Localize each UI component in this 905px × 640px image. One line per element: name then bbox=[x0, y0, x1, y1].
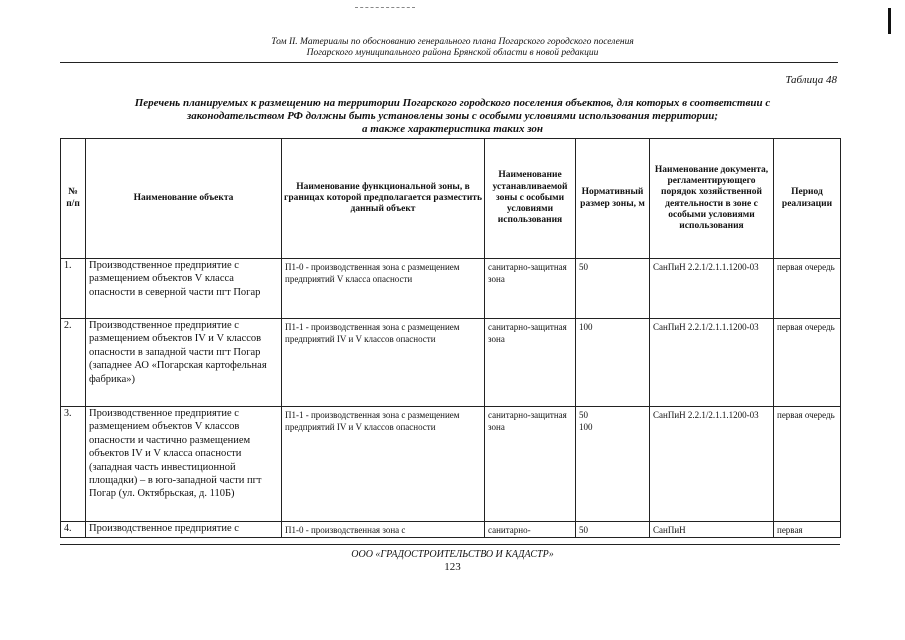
cell-special-zone: санитарно-защитная зона bbox=[485, 319, 576, 407]
cell-period: первая bbox=[774, 522, 841, 538]
col-header-zone-size: Нормативный размер зоны, м bbox=[576, 139, 650, 259]
col-header-document: Наименование документа, регламентирующего порядок хозяйственной деятельности в зоне с особыми условиями использования bbox=[650, 139, 774, 259]
table-row bbox=[61, 319, 841, 407]
cell-num: 4. bbox=[61, 522, 86, 538]
table-row bbox=[61, 522, 841, 538]
running-header-line-1: Том II. Материалы по обоснованию генерального плана Погарского городского поселения bbox=[271, 37, 634, 47]
cell-num: 1. bbox=[61, 259, 86, 319]
cell-functional-zone: П1-0 - производственная зона с размещением предприятий V класса опасности bbox=[282, 259, 485, 319]
cell-object: Производственное предприятие с bbox=[86, 522, 282, 538]
cell-object: Производственное предприятие с размещением объектов V класса опасности в северной части пгт Погар bbox=[86, 259, 282, 319]
cell-functional-zone: П1-0 - производственная зона с bbox=[282, 522, 485, 538]
col-header-period: Период реализации bbox=[774, 139, 841, 259]
cell-document: СанПиН 2.2.1/2.1.1.1200-03 bbox=[650, 319, 774, 407]
col-header-special-zone: Наименование устанавливаемой зоны с особыми условиями использования bbox=[485, 139, 576, 259]
cell-document: СанПиН 2.2.1/2.1.1.1200-03 bbox=[650, 407, 774, 522]
cell-functional-zone: П1-1 - производственная зона с размещением предприятий IV и V классов опасности bbox=[282, 319, 485, 407]
cell-special-zone: санитарно- bbox=[485, 522, 576, 538]
cell-zone-size: 50 bbox=[576, 259, 650, 319]
cell-special-zone: санитарно-защитная зона bbox=[485, 407, 576, 522]
table-row bbox=[61, 407, 841, 522]
col-header-functional-zone: Наименование функциональной зоны, в границах которой предполагается разместить данный объект bbox=[282, 139, 485, 259]
cell-num: 3. bbox=[61, 407, 86, 522]
col-header-object: Наименование объекта bbox=[86, 139, 282, 259]
table-title-line-1: Перечень планируемых к размещению на территории Погарского городского поселения объектов, для которых в соответствии с bbox=[134, 97, 771, 109]
cell-zone-size: 50 100 bbox=[576, 407, 650, 522]
cell-document: СанПиН bbox=[650, 522, 774, 538]
cell-zone-size: 50 bbox=[576, 522, 650, 538]
table-title-line-2: законодательством РФ должны быть установлены зоны с особыми условиями использования территории; bbox=[186, 110, 719, 122]
cell-object: Производственное предприятие с размещением объектов IV и V классов опасности в западной части пгт Погар (западнее АО «Погарская картофельная фабрика») bbox=[86, 319, 282, 407]
page-number: 123 bbox=[444, 561, 461, 573]
cell-document: СанПиН 2.2.1/2.1.1.1200-03 bbox=[650, 259, 774, 319]
running-header-line-2: Погарского муниципального района Брянской области в новой редакции bbox=[306, 48, 599, 58]
table-row bbox=[61, 259, 841, 319]
cell-num: 2. bbox=[61, 319, 86, 407]
cell-period: первая очередь bbox=[774, 259, 841, 319]
margin-mark bbox=[888, 8, 891, 34]
table-title-line-3: а также характеристика таких зон bbox=[362, 123, 543, 135]
cell-object: Производственное предприятие с размещением объектов V классов опасности и частично размещением объектов IV и V класса опасности (западная часть инвестиционной площадки) – в юго-западной части пгт Погар (ул. Октябрьская, д. 110Б) bbox=[86, 407, 282, 522]
cell-period: первая очередь bbox=[774, 407, 841, 522]
table-header-row bbox=[61, 139, 841, 259]
cell-special-zone: санитарно-защитная зона bbox=[485, 259, 576, 319]
cell-zone-size: 100 bbox=[576, 319, 650, 407]
footer-organization: ООО «ГРАДОСТРОИТЕЛЬСТВО И КАДАСТР» bbox=[351, 549, 554, 560]
footer-rule bbox=[60, 544, 840, 545]
zones-table bbox=[60, 138, 841, 538]
table-number: Таблица 48 bbox=[785, 74, 837, 86]
cell-period: первая очередь bbox=[774, 319, 841, 407]
top-scan-mark bbox=[355, 7, 415, 9]
header-rule bbox=[60, 62, 838, 63]
cell-functional-zone: П1-1 - производственная зона с размещением предприятий IV и V классов опасности bbox=[282, 407, 485, 522]
col-header-num: № п/п bbox=[61, 139, 86, 259]
